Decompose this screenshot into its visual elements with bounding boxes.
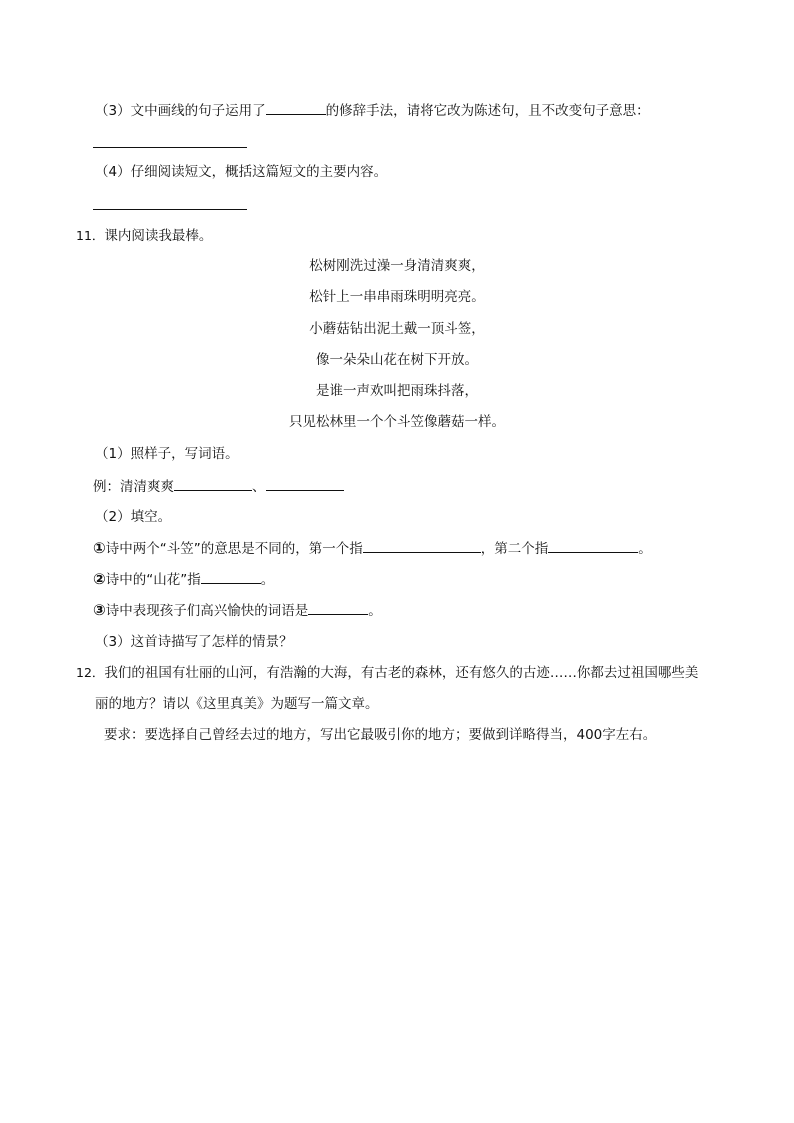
item2-number-icon: ②: [93, 570, 106, 588]
item1-number-icon: ①: [93, 539, 106, 557]
q11-item2-text: 诗中的“山花”指: [105, 572, 201, 588]
poem-line: 只见松林里一个个斗笠像蘑菇一样。: [289, 414, 505, 430]
q12-requirement: 要求：要选择自己曾经去过的地方，写出它最吸引你的地方；要做到详略得当，400字左右。: [104, 727, 657, 743]
q10-part4-answer-line[interactable]: [93, 209, 247, 210]
q11-second-douli-blank[interactable]: [548, 538, 638, 553]
q11-item1-text-a: 诗中两个“斗笠”的意思是不同的，第一个指: [105, 541, 363, 557]
q10-part3: [95, 100, 650, 121]
q11-item3: [93, 600, 382, 621]
q11-title: 课内阅读我最棒。: [104, 228, 213, 244]
q11-item1-end: 。: [638, 541, 652, 557]
q11-first-douli-blank[interactable]: [363, 538, 481, 553]
poem-line: 是谁一声欢叫把雨珠抖落，: [316, 383, 478, 399]
q10-part4: （4）仔细阅读短文，概括这篇短文的主要内容。: [95, 164, 388, 180]
q11-word-blank-1[interactable]: [174, 476, 252, 491]
q11-item2-end: 。: [260, 572, 275, 588]
q11-example-prefix: 例：清清爽爽: [93, 479, 174, 495]
q11-shanhua-blank[interactable]: [201, 569, 261, 584]
q12-line1: [76, 663, 698, 683]
q10-rhetoric-blank[interactable]: [266, 100, 326, 115]
q11-item1: [93, 538, 652, 559]
poem-line: 松树刚洗过澡一身清清爽爽，: [309, 258, 485, 274]
q11-part1: （1）照样子，写词语。: [95, 446, 239, 462]
q11-item2: [93, 569, 274, 590]
q11-heading: [76, 226, 212, 246]
poem-line: 松针上一串串雨珠明明亮亮。: [309, 289, 485, 305]
q11-item3-end: 。: [368, 603, 382, 619]
q11-word-blank-2[interactable]: [266, 476, 344, 491]
q11-item1-text-b: ，第二个指: [480, 541, 549, 557]
q10-part3-prefix: （3）文中画线的句子运用了: [95, 103, 266, 119]
q11-part2: （2）填空。: [95, 509, 172, 525]
q12-text-line1: 我们的祖国有壮丽的山河，有浩瀚的大海，有古老的森林，还有悠久的古迹……你都去过祖国哪些美: [104, 665, 699, 681]
poem-line: 像一朵朵山花在树下开放。: [316, 352, 478, 368]
poem-line: 小蘑菇钻出泥土戴一顶斗签，: [309, 321, 485, 337]
q10-part3-answer-line[interactable]: [93, 147, 247, 148]
q11-number: 11．: [76, 228, 105, 243]
q11-item3-text: 诗中表现孩子们高兴愉快的词语是: [105, 603, 309, 619]
q11-part3: （3）这首诗描写了怎样的情景？: [95, 634, 293, 650]
item3-number-icon: ③: [93, 601, 106, 619]
q12-number: 12．: [76, 665, 105, 680]
q10-part3-suffix: 的修辞手法，请将它改为陈述句，且不改变句子意思：: [325, 103, 650, 119]
q12-line2: 丽的地方？请以《这里真美》为题写一篇文章。: [95, 696, 379, 712]
q11-happy-words-blank[interactable]: [308, 600, 368, 615]
q11-example: [93, 476, 344, 497]
q11-example-separator: 、: [252, 479, 266, 495]
